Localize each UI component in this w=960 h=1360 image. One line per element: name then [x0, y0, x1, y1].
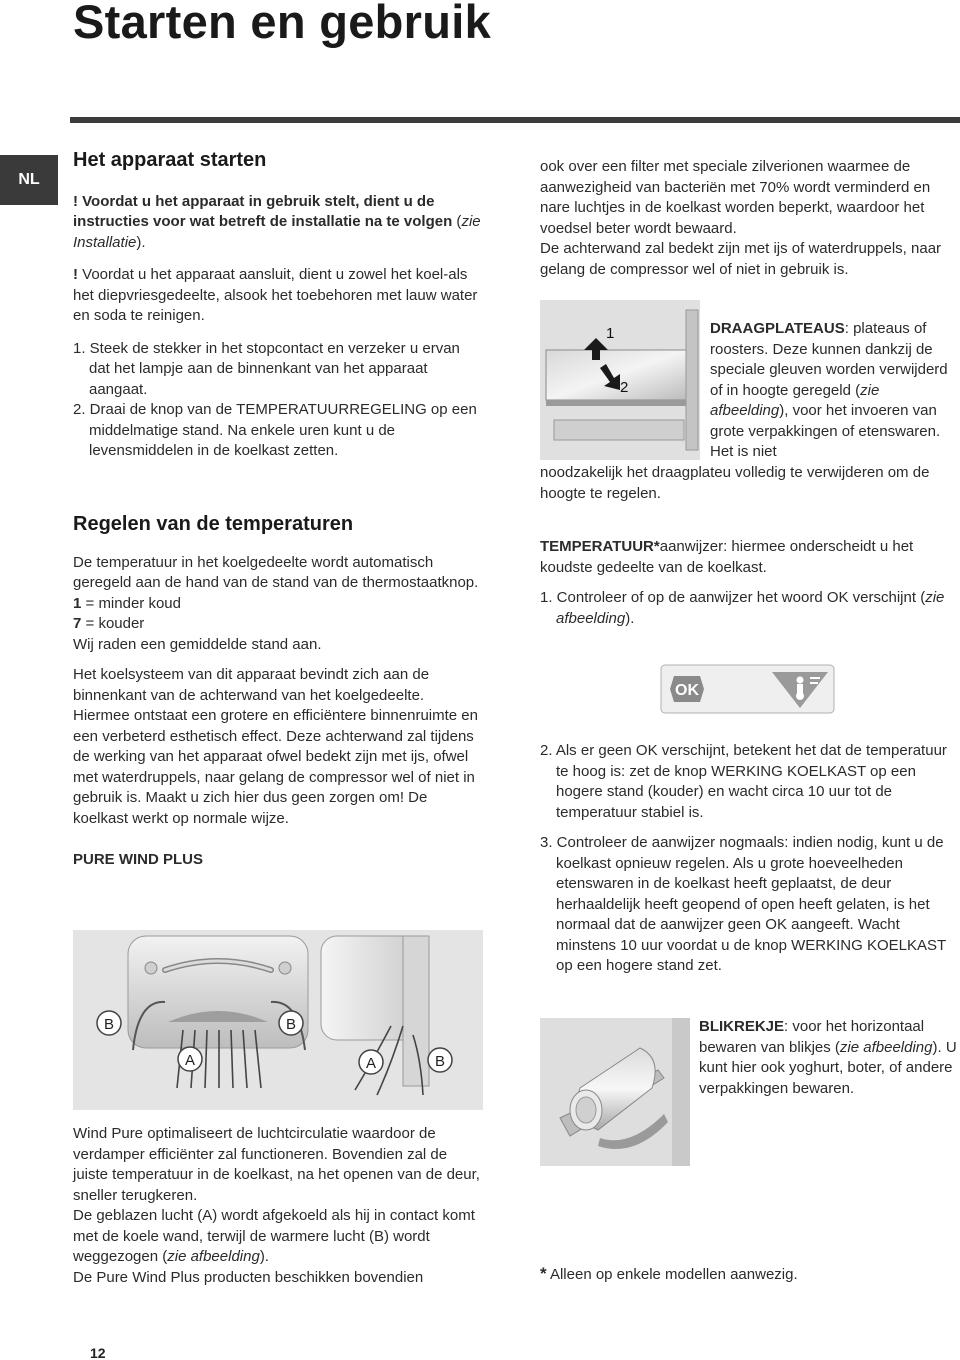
section-title-temperaturen: Regelen van de temperaturen: [73, 513, 354, 535]
warning-icon: !: [73, 266, 78, 283]
setting-value: = minder koud: [81, 594, 181, 612]
left-column-top: [73, 150, 483, 462]
setting-key: 1: [73, 594, 82, 612]
indicator-step-1-end: ).: [625, 609, 635, 627]
start-step-1: 1. Steek de stekker in het stopcontact en verzeker u ervan dat het lampje aan de binnenkant van het apparaat aangaat.: [73, 339, 460, 398]
warning-installation-open: (: [452, 213, 462, 230]
section-title-pure-wind: PURE WIND PLUS: [73, 851, 204, 868]
pure-wind-p2-a: De geblazen lucht (A) wordt afgekoeld als hij in contact komt met de koele wand, terwijl de warmere lucht (B) wordt weggezogen (: [73, 1207, 475, 1265]
indicator-star: *: [653, 538, 660, 555]
indicator-title: TEMPERATUUR: [540, 538, 654, 555]
warning-cleaning-text: Voordat u het apparaat aansluit, dient u zowel het koel-als het diepvriesgedeelte, alsook het toebehoren met lauw water en soda te reinigen.: [73, 266, 478, 324]
shelves-side-text: [710, 319, 960, 463]
temperature-advice: Wij raden een gemiddelde stand aan.: [73, 635, 322, 653]
indicator-step-1: [540, 588, 960, 629]
can-rack-text-1: : voor het horizontaal bewaren van blikjes (: [699, 1018, 925, 1056]
setting-value: = kouder: [81, 615, 145, 632]
shelves-description: [710, 319, 960, 463]
pure-wind-p2: [73, 1206, 483, 1268]
wind-label-b-side: B: [434, 1053, 446, 1070]
footnote: [540, 1264, 960, 1286]
pure-wind-p3: De Pure Wind Plus producten beschikken bovendien: [73, 1268, 424, 1286]
ok-label: OK: [675, 682, 699, 699]
wind-label-b-right: B: [285, 1016, 297, 1033]
warning-icon: !: [73, 192, 78, 210]
warning-installation-close: ).: [136, 233, 146, 251]
language-tab: NL: [0, 155, 58, 205]
indicator-step-1-text: 1. Controleer of op de aanwijzer het woord OK verschijnt (: [540, 589, 926, 606]
shelves-title: DRAAGPLATEAUS: [710, 320, 845, 337]
can-rack-title: BLIKREKJE: [699, 1018, 785, 1035]
footnote-text: [540, 1264, 960, 1286]
shelves-continuation: noodzakelijk het draagplateu volledig te verwijderen om de hoogte te regelen.: [540, 464, 930, 502]
setting-key: 7: [73, 615, 82, 632]
shelf-label-1: 1: [606, 325, 615, 342]
right-column-top: [540, 157, 960, 280]
pure-wind-p2-b: ).: [259, 1248, 269, 1265]
can-rack-text-2: ). U kunt hier ook yoghurt, boter, of andere verpakkingen bewaren.: [699, 1038, 957, 1097]
temperature-setting-1: [73, 594, 483, 615]
right-column-steps: [540, 741, 960, 977]
warning-installation-ref: zie Installatie: [73, 213, 481, 251]
can-rack-illustration: [540, 1018, 690, 1166]
temperature-setting-7: [73, 614, 483, 635]
shelves-text-2: ), voor het invoeren van grote verpakkingen of etenswaren. Het is niet: [710, 402, 941, 460]
section-title-starten: Het apparaat starten: [73, 149, 267, 171]
back-wall-text: De achterwand zal bedekt zijn met ijs of waterdruppels, naar gelang de compressor wel of niet in gebruik is.: [540, 240, 942, 278]
can-rack-ref: zie afbeelding: [839, 1038, 933, 1056]
right-column-middle: [540, 463, 960, 629]
footnote-body: Alleen op enkele modellen aanwezig.: [546, 1266, 798, 1283]
can-rack-text: [699, 1017, 959, 1099]
footnote-star: *: [540, 1264, 547, 1283]
shelf-illustration: [540, 300, 700, 460]
indicator-step-1-ref: zie afbeelding: [556, 589, 945, 627]
page-title: Starten en gebruik: [73, 0, 492, 48]
pure-wind-p2-ref: zie afbeelding: [167, 1248, 260, 1265]
warning-installation: [73, 192, 483, 254]
shelves-text-1: : plateaus of roosters. Deze kunnen dankzij de speciale gleuven worden verwijderd of in hoogte geregeld (: [710, 320, 948, 399]
wind-label-b-left: B: [103, 1016, 115, 1033]
warning-cleaning: [73, 265, 483, 327]
indicator-text: aanwijzer: hiermee onderscheidt u het koudste gedeelte van de koelkast.: [540, 538, 914, 576]
title-rule: [70, 117, 960, 123]
wind-label-a-left: A: [184, 1052, 196, 1069]
cooling-system-text: Het koelsysteem van dit apparaat bevindt zich aan de binnenkant van de achterwand van het koelgedeelte. Hiermee ontstaat een grotere en efficiëntere binnenruimte en een verbeterd esthetisch effect. Deze achterwand zal tijdens de werking van het apparaat ofwel bedekt zijn met ijs, ofwel met waterdruppels, naar gelang de compressor wel of niet in gebruik is. Maakt u zich hier dus geen zorgen om! De koelkast werkt op normale wijze.: [73, 666, 478, 827]
indicator-description: [540, 537, 960, 578]
pure-wind-illustration: [73, 930, 483, 1110]
filter-text: ook over een filter met speciale zilverionen waarmee de aanwezigheid van bacteriën met 70% wordt verminderd en nare luchtjes in de koelkast worden beperkt, waardoor het voedsel beter wordt bewaard.: [540, 158, 931, 237]
wind-label-a-right: A: [365, 1055, 377, 1072]
pure-wind-p1: Wind Pure optimaliseert de luchtcirculatie waardoor de verdamper efficiënter zal functioneren. Bovendien zal de juiste temperatuur in de koelkast, na het openen van de deur, sneller terugkeren.: [73, 1125, 480, 1204]
can-rack-description: [699, 1017, 959, 1099]
indicator-step-2: 2. Als er geen OK verschijnt, betekent het dat de temperatuur te hoog is: zet de knop WERKING KOELKAST op een hogere stand (kouder) en wacht circa 10 uur tot de temperatuur stabiel is.: [540, 742, 947, 821]
left-column-bottom: [73, 1124, 483, 1288]
page-number: 12: [90, 1345, 106, 1360]
temperature-intro: De temperatuur in het koelgedeelte wordt automatisch geregeld aan de hand van de stand van de thermostaatknop.: [73, 553, 479, 591]
shelves-ref: zie afbeelding: [710, 381, 880, 419]
ok-indicator-illustration: [660, 664, 835, 714]
start-step-2: 2. Draai de knop van de TEMPERATUURREGELING op een middelmatige stand. Na enkele uren kunt u de levensmiddelen in de koelkast zetten.: [73, 401, 477, 459]
shelf-label-2: 2: [620, 379, 629, 396]
warning-installation-text: Voordat u het apparaat in gebruik stelt, dient u de instructies voor wat betreft de installatie na te volgen: [73, 192, 453, 230]
indicator-step-3: 3. Controleer de aanwijzer nogmaals: indien nodig, kunt u de koelkast opnieuw regelen. Als u grote hoeveelheden etenswaren in de koelkast heeft geplaatst, de deur herhaaldelijk heeft geopend of open heeft gelaten, is het normaal dat de aanwijzer geen OK aangeeft. Wacht minstens 10 uur voordat u de knop WERKING KOELKAST op een hogere stand zet.: [540, 834, 946, 974]
left-column-middle: [73, 514, 483, 871]
